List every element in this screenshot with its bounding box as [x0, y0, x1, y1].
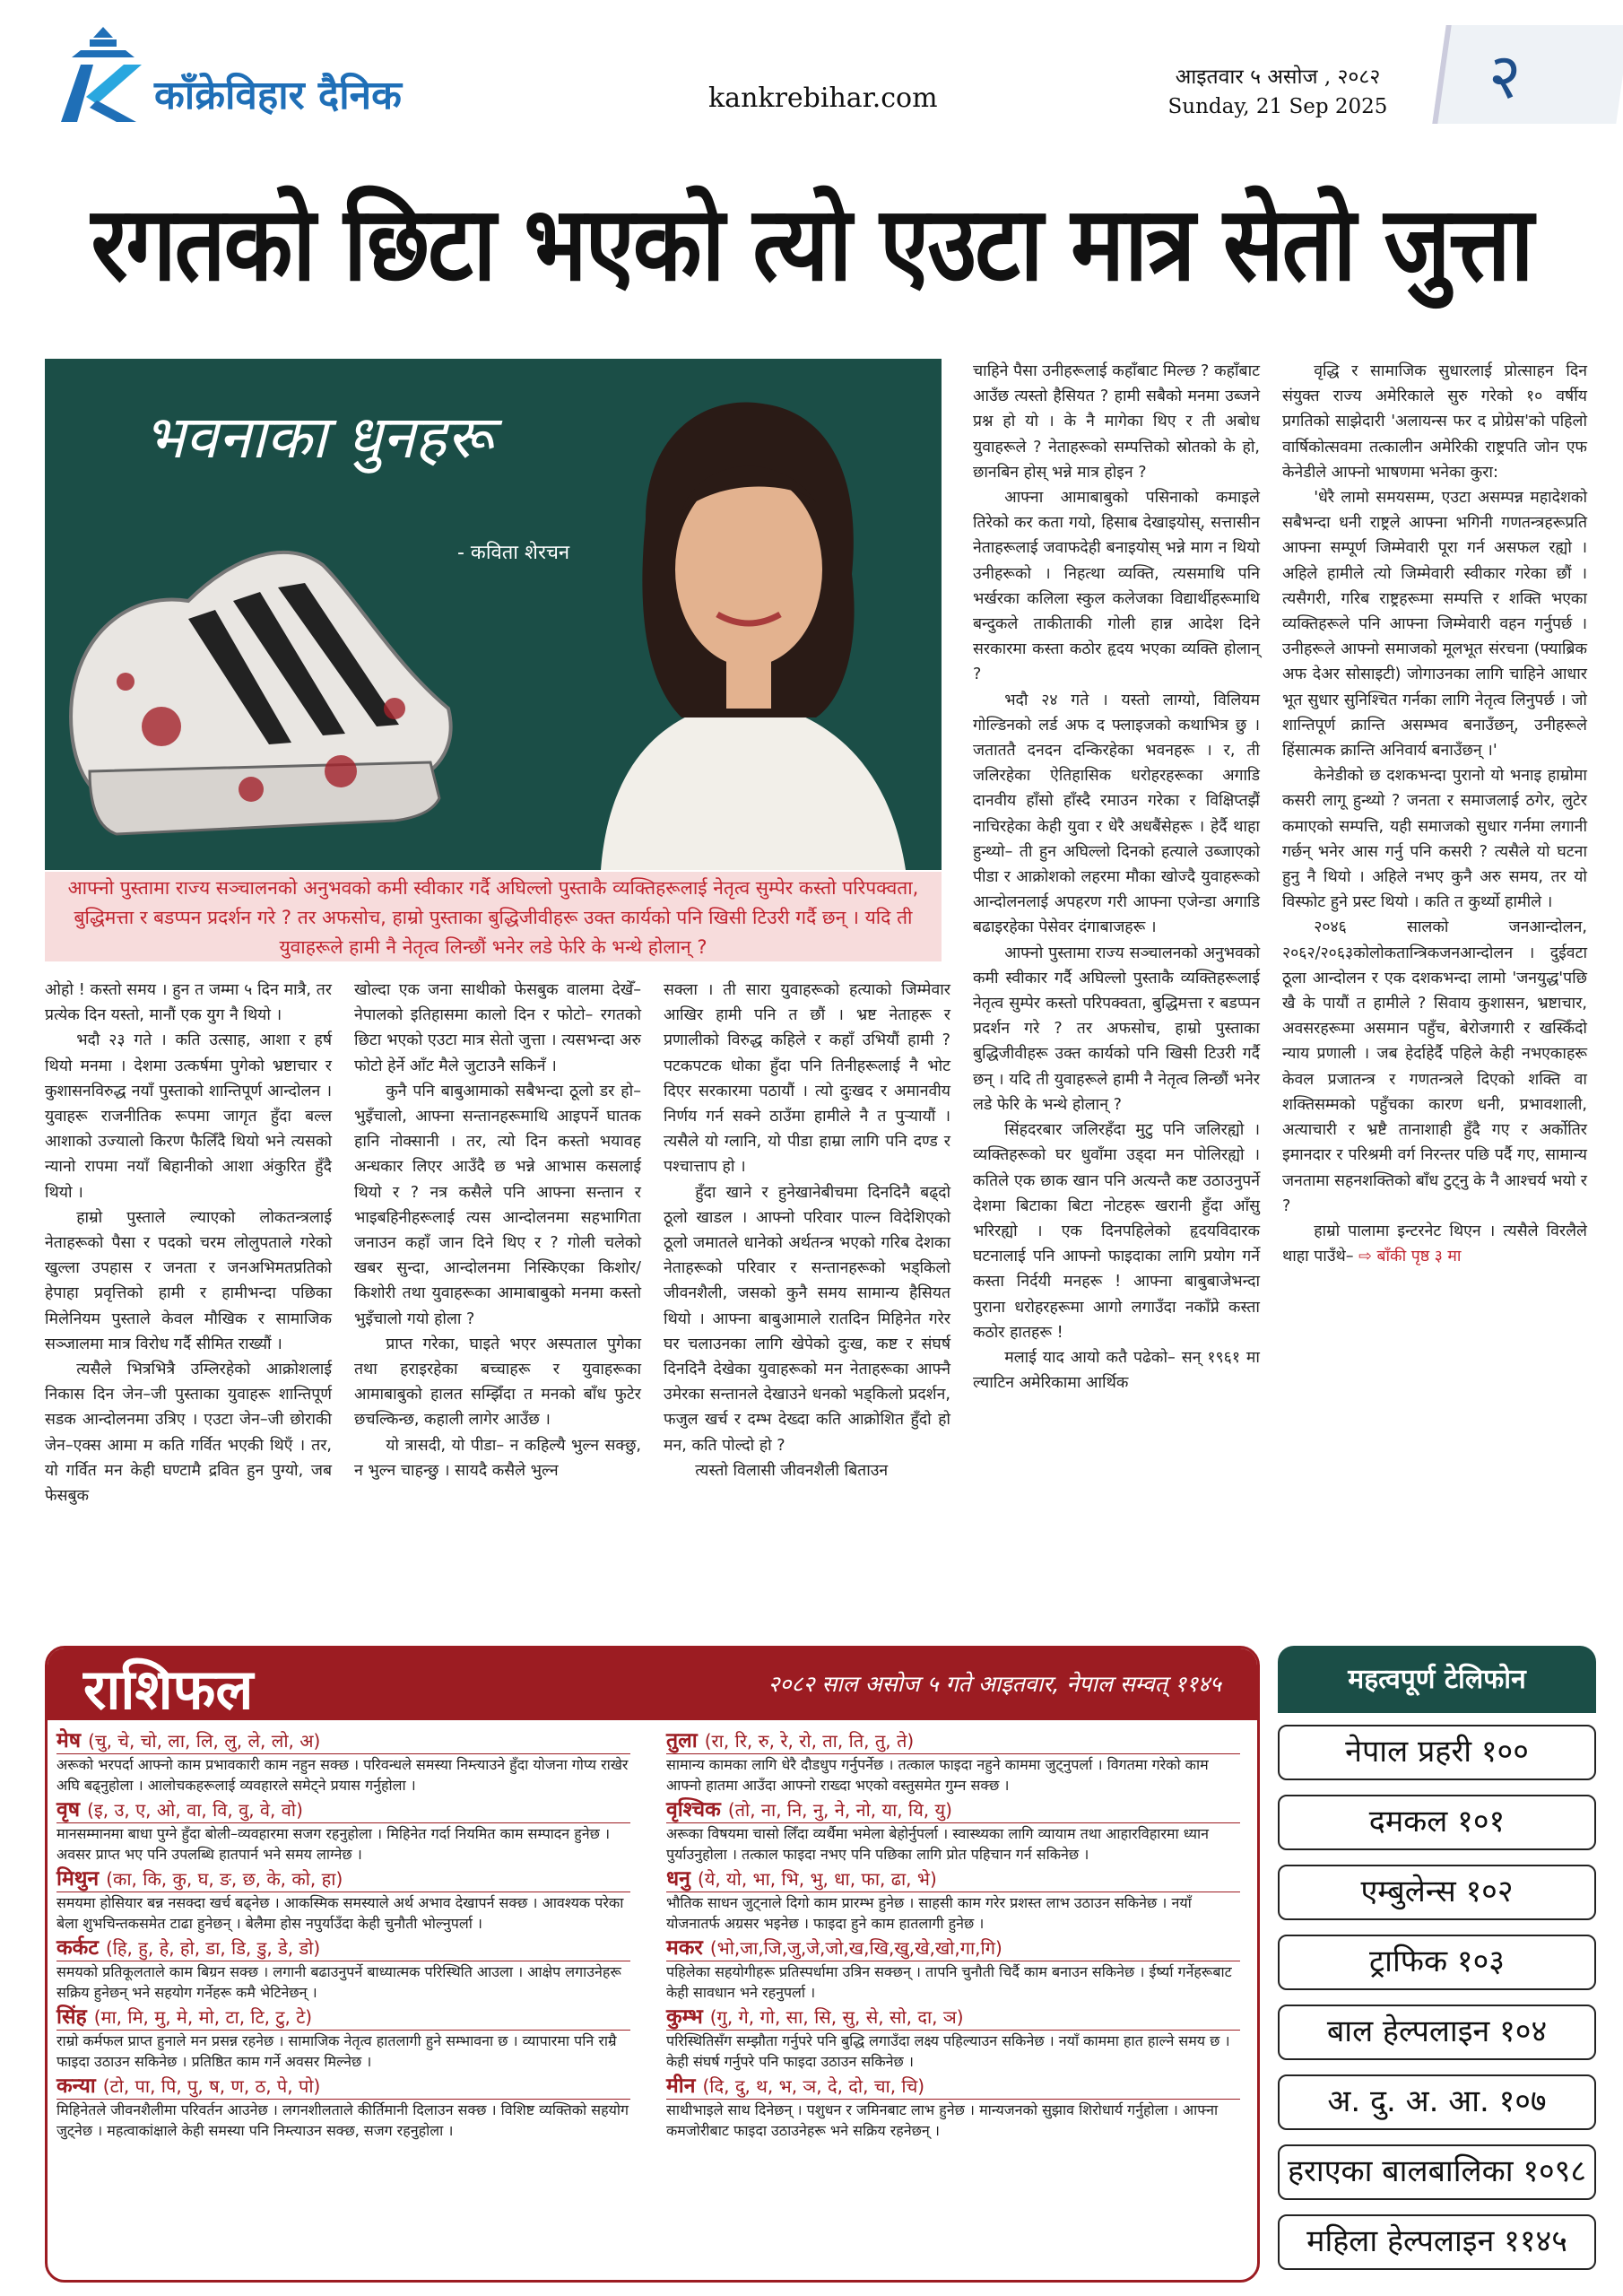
phone-fire-brigade[interactable]: दमकल १०१ — [1278, 1795, 1596, 1850]
zodiac-entry — [666, 1936, 1240, 2005]
zodiac-text: राम्रो कर्मफल प्राप्त हुनाले मन प्रसन्न रहनेछ । सामाजिक नेतृत्व हातलागी हुने सम्भावना छ । व्यापारमा पनि राम्रै फाइदा उठाउन सकिनेछ । प्रतिष्ठित काम गर्ने अवसर मिल्नेछ । — [56, 2032, 617, 2070]
paragraph: खोल्दा एक जना साथीको फेसबुक वालमा देखेँ– नेपालको इतिहासमा कालो दिन र फोटो– रगतको छिटा भएको एउटा मात्र सेतो जुत्ता । त्यसभन्दा अरु फोटो हेर्ने आँट मैले जुटाउनै सकिनँ । — [354, 981, 641, 1075]
zodiac-name: मिथुन — [56, 1867, 100, 1891]
zodiac-letters: (हि, हु, हे, हो, डा, डि, डु, डे, डो) — [105, 1937, 321, 1959]
zodiac-name: धनु — [666, 1867, 690, 1891]
zodiac-text: सामान्य कामका लागि धेरै दौडधुप गर्नुपर्नेछ । तत्काल फाइदा नहुने काममा जुट्नुपर्ला । विगतमा गरेको काम आफ्नो हातमा आउँदा आफ्नो राख्दा भएको वस्तुसमेत गुम्न सक्छ । — [666, 1756, 1209, 1794]
rashifal-box — [45, 1646, 1260, 2283]
zodiac-text: साथीभाइले साथ दिनेछन् । पशुधन र जमिनबाट लाभ हुनेछ । मान्यजनको सुझाव शिरोधार्य गर्नुहोला । आफ्ना कमजोरीबाट फाइदा उठाउनेहरू भने सक्रिय रहनेछन् । — [666, 2101, 1219, 2139]
zodiac-name: मीन — [666, 2074, 696, 2098]
zodiac-letters: (का, कि, कु, घ, ङ, छ, के, को, हा) — [106, 1868, 343, 1890]
zodiac-letters: (इ, उ, ए, ओ, वा, वि, वु, वे, वो) — [87, 1799, 303, 1821]
rashifal-date: २०८२ साल असोज ५ गते आइतवार, नेपाल सम्वत् ११४५ — [768, 1671, 1221, 1697]
zodiac-heading — [666, 2074, 1240, 2100]
paragraph: ओहो ! कस्तो समय । हुन त जम्मा ५ दिन मात्रै, तर प्रत्येक दिन यस्तो, मानौं एक युग नै थियो । — [45, 981, 332, 1025]
paragraph: सिंहदरबार जलिरहँदा मुटु पनि जलिरह्यो । व्यक्तिहरूको घर धुवाँमा उड्दा मन पोलिरह्यो । कतिले एक छाक खान पनि अत्यन्तै कष्ट उठाउनुपर्ने देशमा बिटाका बिटा नोटहरू खरानी हुँदा आँसु भरिरह्यो । एक दिनपहिलेको हृदयविदारक घटनालाई पनि आफ्नो फाइदाका लागि प्रयोग गर्ने कस्ता निर्दयी मनहरू ! आफ्ना बाबुबाजेभन्दा पुराना धरोहरहरूमा आगो लगाउँदा नकाँप्ने कस्ता कठोर हातहरू ! — [973, 1121, 1260, 1342]
phone-women-helpline[interactable]: महिला हेल्पलाइन ११४५ — [1278, 2214, 1596, 2270]
zodiac-name: मकर — [666, 1936, 703, 1960]
zodiac-heading — [56, 1729, 630, 1754]
rashifal-right-column — [666, 1729, 1240, 2144]
author-byline: - कविता शेरचन — [457, 542, 570, 564]
paragraph: भदौ २३ गते । कति उत्साह, आशा र हर्ष थियो मनमा । देशमा उत्कर्षमा पुगेको भ्रष्टाचार र कुशासनविरुद्ध नयाँ पुस्ताको शान्तिपूर्ण आन्दोलन । युवाहरू राजनीतिक रूपमा जागृत हुँदा बल्ल आशाको उज्यालो किरण फैलिँदै थियो भने त्यसको न्यानो रापमा नयाँ बिहानीको आशा अंकुरित हुँदै थियो । — [45, 1031, 332, 1202]
zodiac-text: मिहिनेतले जीवनशैलीमा परिवर्तन आउनेछ । लगनशीलताले कीर्तिमानी दिलाउन सक्छ । विशिष्ट व्यक्तिको सहयोग जुट्नेछ । महत्वाकांक्षाले केही समस्या पनि निम्त्याउन सक्छ, सजग रहनुहोला । — [56, 2101, 629, 2139]
issue-date — [1157, 63, 1399, 122]
article-column-5 — [1282, 359, 1587, 1269]
paragraph: २०४६ सालको जनआन्दोलन, २०६२/२०६३कोलोकतान्त्रिकजनआन्दोलन । दुईवटा ठूला आन्दोलन र एक दशकभन्दा लामो 'जनयुद्ध'पछि खै के पायौं त हामीले ? सिवाय कुशासन, भ्रष्टाचार, अवसरहरूमा असमान पहुँच, बेरोजगारी र खस्किँदो न्याय प्रणाली । जब हेर्दाहेर्दै पहिले केही नभएकाहरू केवल प्रजातन्त्र र गणतन्त्रले दिएको शक्ति वा शक्तिसम्मको पहुँचका कारण धनी, प्रभावशाली, अत्याचारी र भ्रष्टै तानाशाही हुँदै गए र अर्कोतिर इमानदार र परिश्रमी वर्ग निरन्तर पछि पर्दै गए, सामान्य जनतामा सहनशक्तिको बाँध टुट्नु के नै आश्चर्य भयो र ? — [1282, 918, 1587, 1215]
feature-banner — [45, 359, 942, 870]
zodiac-name: मेष — [56, 1729, 82, 1752]
zodiac-text: समयमा होसियार बन्न नसक्दा खर्च बढ्नेछ । आकस्मिक समस्याले अर्थ अभाव देखापर्न सक्छ । आवश्यक परेका बेला शुभचिन्तकसमेत टाढा हुनेछन् । बेलैमा होस नपुर्याउँदा केही चुनौती भोल्नुपर्ला । — [56, 1894, 624, 1932]
zodiac-text: अरूको भरपर्दा आफ्नो काम प्रभावकारी काम नहुन सक्छ । परिवन्धले समस्या निम्त्याउने हुँदा योजना गोप्य राखेर अघि बढ्नुहोला । आलोचकहरूलाई व्यवहारले समेट्ने प्रयास गर्नुहोला । — [56, 1756, 629, 1794]
paragraph-text: हाम्रो पालामा इन्टरनेट थिएन । त्यसैले विरलैले थाहा पाउँथे– — [1282, 1222, 1587, 1266]
rashifal-left-column — [56, 1729, 630, 2144]
paragraph: आफ्नो पुस्तामा राज्य सञ्चालनको अनुभवको कमी स्वीकार गर्दै अघिल्लो पुस्ताकै व्यक्तिहरूलाई नेतृत्व सुम्पेर कस्तो परिपक्वता, बुद्धिमत्ता र बडप्पन प्रदर्शन गरे ? तर अफसोच, हाम्रो पुस्ताका बुद्धिजीवीहरू उक्त कार्यको पनि खिसी टिउरी गर्दै छन् । यदि ती युवाहरूले हामी नै नेतृत्व लिन्छौं भनेर लडे फेरि के भन्थे होलान् ? — [973, 944, 1260, 1114]
phone-ambulance[interactable]: एम्बुलेन्स १०२ — [1278, 1865, 1596, 1920]
kankrebihar-logo-icon — [54, 25, 152, 124]
article-column-3 — [664, 978, 950, 1483]
zodiac-entry — [56, 2074, 630, 2143]
rashifal-header — [48, 1648, 1257, 1720]
paragraph: हाम्रो पुस्ताले ल्याएको लोकतन्त्रलाई नेताहरूको पैसा र पदको चरम लोलुपताले गरेको खुल्ला उपहास र जनता र जनअभिमतप्रतिको हेपाहा प्रवृत्तिको हामी र हामीभन्दा पछिका मिलेनियम पुस्ताले केवल मौखिक र सामाजिक सञ्जालमा मात्र विरोध गर्दै सीमित राख्यौं । — [45, 1208, 332, 1353]
zodiac-name: वृष — [56, 1798, 81, 1822]
rashifal-title: राशिफल — [83, 1657, 254, 1722]
date-english: Sunday, 21 Sep 2025 — [1167, 95, 1388, 118]
zodiac-text: समयको प्रतिकूलताले काम बिग्रन सक्छ । लगानी बढाउनुपर्ने बाध्यात्मक परिस्थिति आउला । आक्षेप लगाउनेहरू सक्रिय हुनेछन् भने सहयोग गर्नेहरू कमै भेटिनेछन् । — [56, 1963, 621, 2001]
paragraph: कुनै पनि बाबुआमाको सबैभन्दा ठूलो डर हो– भुइँचालो, आफ्ना सन्तानहरूमाथि आइपर्ने घातक हानि नोक्सानी । तर, त्यो दिन कस्तो भयावह अन्धकार लिएर आउँदै छ भन्ने आभास कसलाई थियो र ? नत्र कसैले पनि आफ्ना सन्तान र भाइबहिनीहरूलाई त्यस आन्दोलनमा सहभागिता जनाउन कहाँ जान दिने थिए र ? गोली चलेको खबर सुन्दा, आन्दोलनमा निस्किएका किशोर/किशोरी तथा युवाहरूका आमाबाबुको मनमा कस्तो भुइँचालो गयो होला ? — [354, 1082, 641, 1328]
zodiac-entry — [56, 1867, 630, 1935]
zodiac-entry — [56, 1729, 630, 1797]
page-number: २ — [1488, 39, 1522, 113]
paragraph — [1282, 1219, 1587, 1269]
phone-traffic[interactable]: ट्राफिक १०३ — [1278, 1935, 1596, 1990]
zodiac-entry — [666, 2005, 1240, 2074]
paragraph: केनेडीको छ दशकभन्दा पुरानो यो भनाइ हाम्रोमा कसरी लागू हुन्थ्यो ? जनता र समाजलाई ठगेर, लुटेर कमाएको सम्पत्ति, यही समाजको सुधार गर्नमा लगानी गर्छन् भनेर आस गर्नु पनि कसरी ? त्यसैले यो घटना हुनु नै थियो । अहिले नभए कुनै अरु समय, तर यो विस्फोट हुने प्रस्ट थियो । कति त कुर्थ्यो हामीले । — [1282, 767, 1587, 912]
zodiac-letters: (टो, पा, पि, पु, ष, ण, ठ, पे, पो) — [102, 2075, 321, 2097]
telephone-title: महत्वपूर्ण टेलिफोन — [1278, 1646, 1596, 1713]
zodiac-heading — [666, 1867, 1240, 1892]
paragraph: हुँदा खाने र हुनेखानेबीचमा दिनदिनै बढ्दो ठूलो खाडल । आफ्नो परिवार पाल्न विदेशिएको ठूलो जमातले धानेको अर्थतन्त्र भएको गरिब देशका नेताहरूको परिवार र सन्तानहरूको भड्किलो जीवनशैली, जसको कुनै समय सामान्य हैसियत थियो । आफ्ना बाबुआमाले रातदिन मिहिनेत गरेर घर चलाउनका लागि खेपेको दुःख, कष्ट र संघर्ष दिनदिनै देखेका युवाहरूको मन नेताहरूका आफ्नै उमेरका सन्तानले देखाउने धनको भड्किलो प्रदर्शन, फजुल खर्च र दम्भ देख्दा कति आक्रोशित हुँदो हो मन, कति पोल्दो हो ? — [664, 1183, 950, 1455]
logo-text: काँक्रेविहार दैनिक — [154, 73, 402, 118]
zodiac-name: सिंह — [56, 2005, 87, 2029]
zodiac-heading — [666, 1798, 1240, 1823]
zodiac-name: कर्कट — [56, 1936, 99, 1960]
paragraph: 'धेरै लामो समयसम्म, एउटा असम्पन्न महादेशको सबैभन्दा धनी राष्ट्रले आफ्ना भगिनी गणतन्त्रहरूप्रति आफ्ना सम्पूर्ण जिम्मेवारी पूरा गर्न असफल रह्यो । अहिले हामीले त्यो जिम्मेवारी स्वीकार गरेका छौं । त्यसैगरी, गरिब राष्ट्रहरूमा सम्पत्ति र शक्ति भएका व्यक्तिहरूले पनि आफ्ना जिम्मेवारी वहन गर्नुपर्छ । उनीहरूले आफ्नो समाजको मूलभूत संरचना (फ्याब्रिक अफ देअर सोसाइटी) जोगाउनका लागि चाहिने आधार भूत सुधार सुनिश्चित गर्नका लागि नेतृत्व लिनुपर्छ । जो शान्तिपूर्ण क्रान्ति असम्भव बनाउँछन्, उनीहरूले हिंसात्मक क्रान्ति अनिवार्य बनाउँछन् ।' — [1282, 489, 1587, 761]
zodiac-letters: (तो, ना, नि, नु, ने, नो, या, यि, यु) — [727, 1799, 952, 1821]
paragraph: त्यस्तो विलासी जीवनशैली बिताउन — [695, 1461, 889, 1480]
zodiac-text: अरूका विषयमा चासो लिँदा व्यर्थैमा भमेला बेहोर्नुपर्ला । स्वास्थ्यका लागि व्यायाम तथा आहारविहारमा ध्यान पुर्याउनुहोला । तत्काल फाइदा नभए पनि पछिका लागि प्रोत पहिचान गर्न सकिनेछ । — [666, 1825, 1210, 1863]
pull-quote: आफ्नो पुस्तामा राज्य सञ्चालनको अनुभवको कमी स्वीकार गर्दै अघिल्लो पुस्ताकै व्यक्तिहरूलाई नेतृत्व सुम्पेर कस्तो परिपक्वता, बुद्धिमत्ता र बडप्पन प्रदर्शन गरे ? तर अफसोच, हाम्रो पुस्ताका बुद्धिजीवीहरू उक्त कार्यको पनि खिसी टिउरी गर्दै छन् । यदि ती युवाहरूले हामी नै नेतृत्व लिन्छौं भनेर लडे फेरि के भन्थे होलान् ? — [45, 872, 942, 961]
phone-police[interactable]: नेपाल प्रहरी १०० — [1278, 1725, 1596, 1780]
author-portrait — [547, 377, 942, 870]
zodiac-letters: (ये, यो, भा, भि, भु, धा, फा, ढा, भे) — [697, 1868, 937, 1890]
zodiac-letters: (गु, गे, गो, सा, सि, सु, से, सो, दा, ञ) — [709, 2006, 964, 2028]
zodiac-text: मानसम्मानमा बाधा पुग्ने हुँदा बोली–व्यवहारमा सजग रहनुहोला । मिहिनेत गर्दा नियमित काम सम्पादन हुनेछ । अवसर प्राप्त भए पनि उपलब्धि हातपार्न भने समय लाग्नेछ । — [56, 1825, 611, 1863]
zodiac-heading — [666, 1729, 1240, 1754]
zodiac-letters: (चु, चे, चो, ला, लि, लु, ले, लो, अ) — [88, 1730, 321, 1752]
paragraph: आफ्ना आमाबाबुको पसिनाको कमाइले तिरेको कर कता गयो, हिसाब देखाइयोस्, सत्तासीन नेताहरूलाई जवाफदेही बनाइयोस् भन्ने माग न थियो उनीहरूको । निहत्था व्यक्ति, त्यसमाथि पनि भर्खरका कलिला स्कुल कलेजका विद्यार्थीहरूमाथि बन्दुकले ताकीताकी गोली हान्न आदेश दिने सरकारमा कस्ता कठोर हृदय भएका व्यक्ति होलान् ? — [973, 489, 1260, 684]
paragraph: भदौ २४ गते । यस्तो लाग्यो, विलियम गोल्डिनको लर्ड अफ द फ्लाइजको कथाभित्र छु । जताततै दनदन दन्किरहेका भवनहरू । र, ती जलिरहेका ऐतिहासिक धरोहरहरूका अगाडि दानवीय हाँसो हाँस्दै रमाउन गरेका र विक्षिप्तझैं नाचिरहेका केही युवा र धेरै अधबैंसेहरू । हेर्दै थाहा हुन्थ्यो– ती हुन अघिल्लो दिनको हत्याले उब्जाएको पीडा र आक्रोशको लहरमा मौका खोज्दै युवाहरूको आन्दोलनलाई अपहरण गरी आफ्ना एजेन्डा अगाडि बढाइरहेका पेसेवर दंगाबाजहरू । — [973, 691, 1260, 937]
zodiac-letters: (भो,जा,जि,जु,जे,जो,ख,खि,खु,खे,खो,गा,गि) — [709, 1937, 1002, 1959]
zodiac-heading — [666, 2005, 1240, 2031]
zodiac-name: कुम्भ — [666, 2005, 703, 2029]
zodiac-entry — [56, 2005, 630, 2074]
headline: रगतको छिटा भएको त्यो एउटा मात्र सेतो जुत्ता — [91, 183, 1532, 305]
column-title: भवनाका धुनहरू — [143, 403, 493, 472]
zodiac-letters: (मा, मि, मु, मे, मो, टा, टि, टु, टे) — [93, 2006, 313, 2028]
website-url[interactable]: kankrebihar.com — [708, 83, 938, 114]
article-column-1 — [45, 978, 332, 1509]
article-column-2 — [354, 978, 641, 1483]
phone-child-helpline[interactable]: बाल हेल्पलाइन १०४ — [1278, 2005, 1596, 2060]
zodiac-text: पहिलेका सहयोगीहरू प्रतिस्पर्धामा उत्रिन सक्छन् । तापनि चुनौती चिर्दै काम बनाउन सकिनेछ । ईर्ष्या गर्नेहरूबाट केही सावधान भने रहनुपर्ला । — [666, 1963, 1232, 2001]
paragraph: त्यसैले भित्रभित्रै उम्लिरहेको आक्रोशलाई निकास दिन जेन–जी पुस्ताका युवाहरू शान्तिपूर्ण सडक आन्दोलनमा उत्रिए । एउटा जेन–जी छोराकी जेन–एक्स आमा म कति गर्वित भएकी थिएँ । तर, यो गर्वित मन केही घण्टामै द्रवित हुन पुग्यो, जब फेसबुक — [45, 1361, 332, 1506]
zodiac-letters: (दि, दु, थ, भ, ञ, दे, दो, चा, चि) — [702, 2075, 925, 2097]
zodiac-entry — [666, 1867, 1240, 1935]
bloodied-shoe-image — [54, 502, 466, 861]
paragraph: प्राप्त गरेका, घाइते भएर अस्पताल पुगेका तथा हराइरहेका बच्चाहरू र युवाहरूका आमाबाबुको हालत सम्झिँदा त मनको बाँध फुटेर छचल्किन्छ, कहाली लागेर आउँछ । — [354, 1335, 641, 1430]
zodiac-entry — [666, 2074, 1240, 2143]
zodiac-name: तुला — [666, 1729, 698, 1752]
zodiac-heading — [666, 1936, 1240, 1961]
paragraph: चाहिने पैसा उनीहरूलाई कहाँबाट मिल्छ ? कहाँबाट आउँछ त्यस्तो हैसियत ? हामी सबैको मनमा उब्जने प्रश्न हो यो । के नै मागेका थिए र ती अबोध युवाहरूले ? नेताहरूको सम्पत्तिको स्रोतको के हो, छानबिन होस् भन्ने मात्र होइन ? — [973, 362, 1260, 482]
phone-ciaa[interactable]: अ. दु. अ. आ. १०७ — [1278, 2074, 1596, 2130]
continued-link[interactable]: ⇨ बाँकी पृष्ठ ३ मा — [1358, 1248, 1462, 1266]
important-telephone-box — [1278, 1646, 1596, 2283]
paragraph: वृद्धि र सामाजिक सुधारलाई प्रोत्साहन दिन संयुक्त राज्य अमेरिकाले सुरु गरेको १० वर्षीय प्रगतिको साझेदारी 'अलायन्स फर द प्रोग्रेस'को पहिलो वार्षिकोत्सवमा तत्कालीन अमेरिकी राष्ट्रपति जोन एफ केनेडीले आफ्नो भाषणमा भनेका कुरा: — [1282, 362, 1587, 482]
paragraph: यो त्रासदी, यो पीडा– न कहिल्यै भुल्न सक्छु, न भुल्न चाहन्छु । सायदै कसैले भुल्न — [354, 1436, 641, 1480]
zodiac-heading — [56, 2005, 630, 2031]
article-column-4 — [973, 359, 1260, 1396]
zodiac-name: वृश्चिक — [666, 1798, 721, 1822]
paragraph: मलाई याद आयो कतै पढेको– सन् १९६१ मा ल्याटिन अमेरिकामा आर्थिक — [973, 1348, 1260, 1393]
zodiac-letters: (रा, रि, रु, रे, रो, ता, ति, तु, ते) — [704, 1730, 915, 1752]
page-number-tab — [1432, 25, 1623, 124]
phone-missing-children[interactable]: हराएका बालबालिका १०९८ — [1278, 2144, 1596, 2200]
zodiac-heading — [56, 1798, 630, 1823]
zodiac-entry — [666, 1798, 1240, 1866]
paragraph: सक्ला । ती सारा युवाहरूको हत्याको जिम्मेवार आखिर हामी पनि त छौं । भ्रष्ट नेताहरू र प्रणालीको विरुद्ध कहिले र कहाँ उभियौं हामी ? पटकपटक धोका हुँदा पनि तिनीहरूलाई नै भोट दिएर सरकारमा पठायौं । त्यो दुःखद र अमानवीय निर्णय गर्न सक्ने ठाउँमा हामीले नै त पुऱ्यायौं । त्यसैले यो ग्लानि, यो पीडा हाम्रा लागि पनि दण्ड र पश्चात्ताप हो । — [664, 981, 950, 1177]
zodiac-heading — [56, 2074, 630, 2100]
date-nepali: आइतवार ५ असोज , २०८२ — [1175, 65, 1381, 89]
zodiac-entry — [666, 1729, 1240, 1797]
zodiac-heading — [56, 1867, 630, 1892]
zodiac-heading — [56, 1936, 630, 1961]
zodiac-text: भौतिक साधन जुट्नाले दिगो काम प्रारम्भ हुनेछ । साहसी काम गरेर प्रशस्त लाभ उठाउन सकिनेछ । नयाँ योजनातर्फ अग्रसर भइनेछ । फाइदा हुने काम हातलागी हुनेछ । — [666, 1894, 1192, 1932]
zodiac-name: कन्या — [56, 2074, 96, 2098]
zodiac-text: परिस्थितिसँग सम्झौता गर्नुपरे पनि बुद्धि लगाउँदा लक्ष्य पहिल्याउन सकिनेछ । नयाँ काममा हात हाल्ने समय छ । केही संघर्ष गर्नुपरे पनि फाइदा उठाउन सकिनेछ । — [666, 2032, 1230, 2070]
zodiac-entry — [56, 1936, 630, 2005]
zodiac-entry — [56, 1798, 630, 1866]
masthead-logo — [54, 25, 466, 133]
